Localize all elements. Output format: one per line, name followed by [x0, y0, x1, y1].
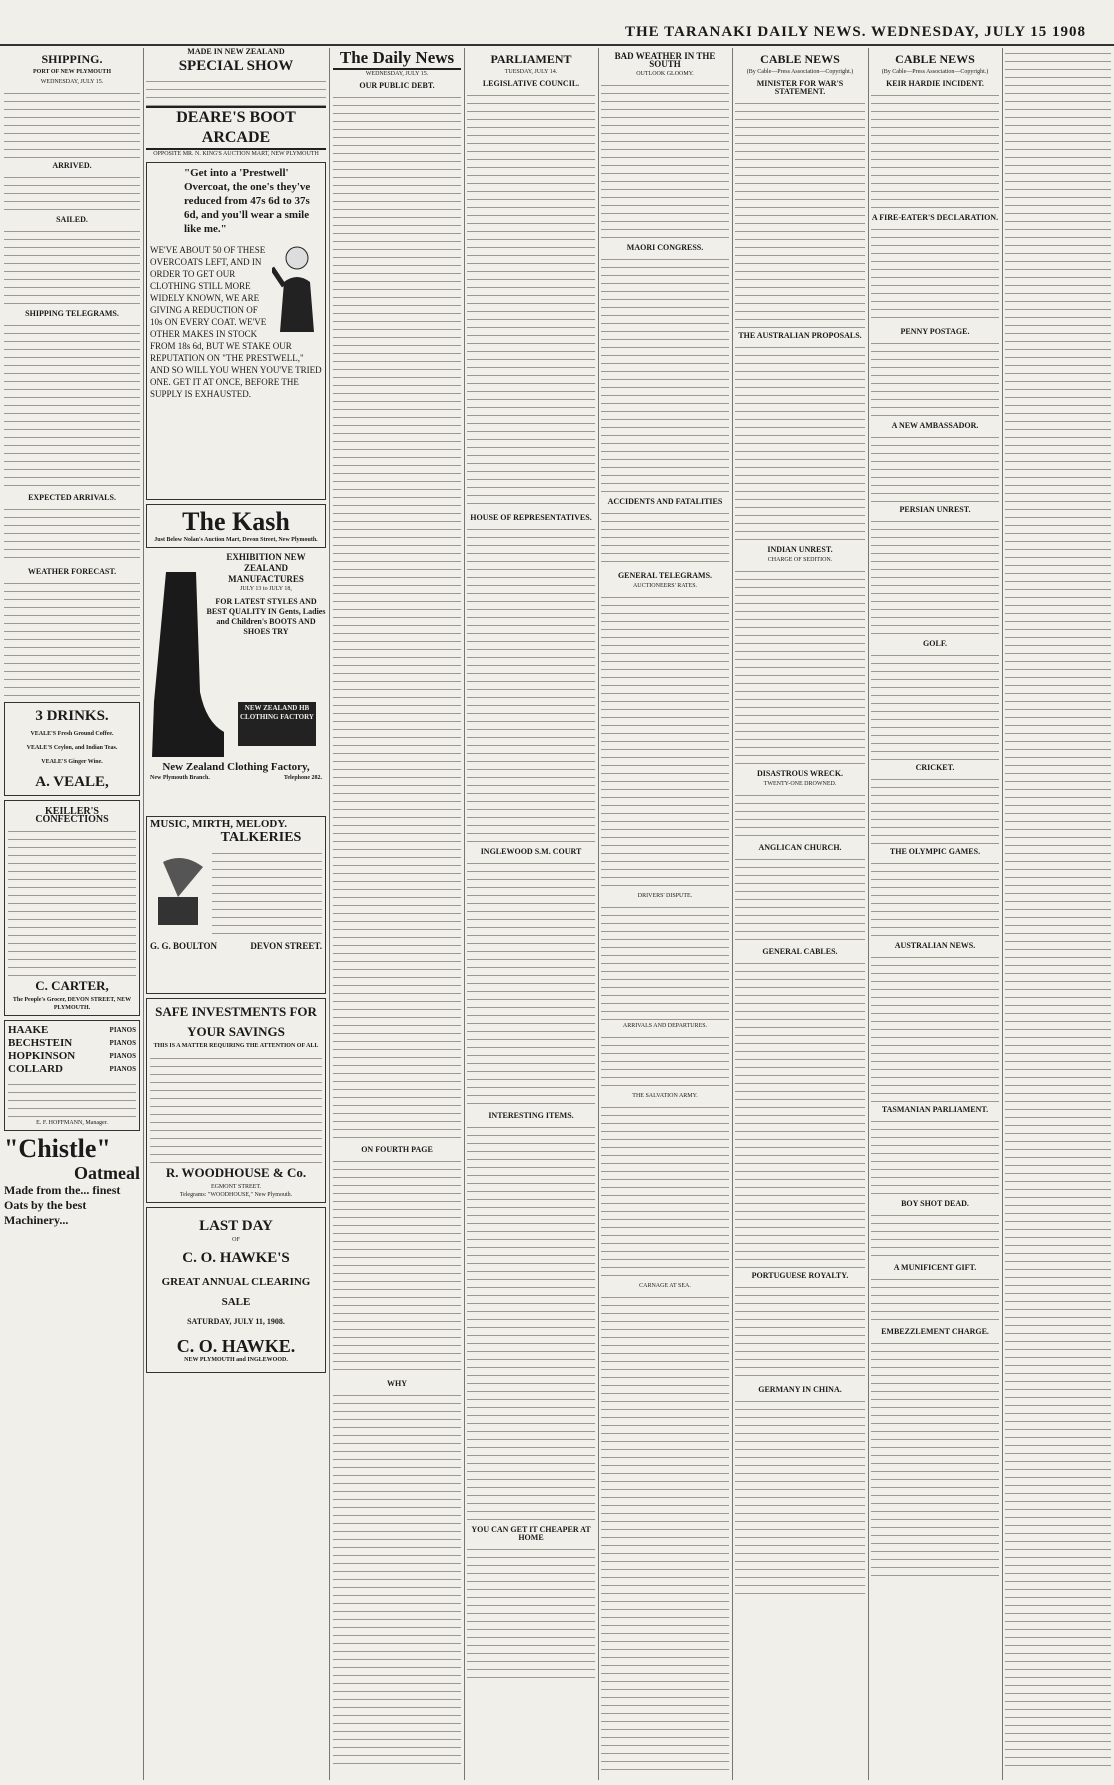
wreck-heading: DISASTROUS WRECK. [756, 769, 844, 778]
hawke-sale-name: C. O. HAWKE'S [182, 1250, 290, 1266]
drink-item: VEALE'S Ceylon, and Indian Teas. [26, 745, 118, 751]
embezzlement-text [871, 1338, 999, 1578]
auctioneers-text [601, 592, 729, 892]
cropped-text [1005, 48, 1111, 1768]
clearing-sale: GREAT ANNUAL CLEARING SALE [161, 1276, 311, 1308]
cable-credit-2: (By Cable—Press Association—Copyright.) [881, 69, 989, 75]
persian-heading: PERSIAN UNREST. [899, 505, 971, 514]
olympic-text [871, 858, 999, 938]
hb-badge: NEW ZEALAND HB CLOTHING FACTORY [238, 702, 316, 746]
council-heading: LEGISLATIVE COUNCIL. [482, 79, 580, 88]
drowned-heading: TWENTY-ONE DROWNED. [763, 781, 837, 787]
arrivals-heading: ARRIVALS AND DEPARTURES. [622, 1023, 708, 1029]
golf-heading: GOLF. [923, 639, 947, 648]
hawke-name: C. O. HAWKE. [176, 1336, 296, 1356]
talkeries-advert [146, 816, 326, 994]
oatmeal-slogan: Made from the... finest Oats by the best Machinery... [4, 1183, 121, 1227]
ambassador-heading: A NEW AMBASSADOR. [891, 421, 979, 430]
war-statement-text [735, 98, 865, 328]
cricket-text [871, 774, 999, 844]
arcade-name: DEARE'S BOOT ARCADE [146, 106, 326, 150]
house-text [467, 524, 595, 844]
overcoat-body: WE'VE ABOUT 50 OF THESE OVERCOATS LEFT, AND IN ORDER TO GET OUR CLOTHING STILL MORE WIDELY KNOWN, WE ARE GIVING A REDUCTION OF 10s ON EVERY COAT. WE'VE OTHER MAKES IN STOCK FROM 18s 6d, BUT WE STAKE OUR REPUTATION ON "THE PRESTWELL," AND SO WILL YOU WHEN YOU'VE TRIED ONE. GET IT AT ONCE, BEFORE THE SUPPLY IS EXHAUSTED. [150, 245, 322, 399]
piano-brand: BECHSTEIN PIANOS [8, 1037, 136, 1049]
veale-advert [4, 702, 140, 796]
column-divider [732, 48, 733, 1780]
thistle-advert [4, 1135, 140, 1228]
column-cables-2 [871, 48, 999, 1780]
safe-text [150, 1053, 322, 1163]
embezzlement-heading: EMBEZZLEMENT CHARGE. [881, 1327, 989, 1336]
general-cables-text [735, 958, 865, 1268]
piano-brand: COLLARD PIANOS [8, 1063, 136, 1075]
cricket-heading: CRICKET. [915, 763, 955, 772]
clothing-factory: New Zealand Clothing Factory, [162, 761, 310, 773]
leader-text [333, 92, 461, 1142]
talkeries-title: TALKERIES [220, 830, 302, 845]
proposals-heading: THE AUSTRALIAN PROPOSALS. [738, 331, 862, 340]
safe-title: SAFE INVESTMENTS FOR YOUR SAVINGS [155, 1004, 317, 1039]
boy-text [871, 1210, 999, 1260]
germany-text [735, 1396, 865, 1596]
safe-subtitle: THIS IS A MATTER REQUIRING THE ATTENTION OF ALL [153, 1043, 319, 1049]
boulton-name: G. G. BOULTON DEVON STREET. [150, 941, 322, 951]
carnage-text [601, 1292, 729, 1772]
oatmeal-title: Oatmeal [74, 1163, 140, 1183]
clothing-branch: New Plymouth Branch. [150, 775, 210, 781]
interesting-heading: INTERESTING ITEMS. [488, 1111, 574, 1120]
army-heading: THE SALVATION ARMY. [632, 1093, 698, 1099]
column-divider [329, 48, 330, 1780]
telegrams-heading: GENERAL TELEGRAMS. [617, 571, 713, 580]
sailed-heading: SAILED. [56, 215, 88, 224]
bad-weather-text [601, 80, 729, 240]
army-text [601, 1102, 729, 1282]
golf-text [871, 650, 999, 760]
made-in-nz: MADE IN NEW ZEALAND [187, 48, 285, 56]
maori-text [601, 254, 729, 494]
carnage-heading: CARNAGE AT SEA. [639, 1283, 691, 1289]
arrived-text [4, 172, 140, 212]
exhibition-title: EXHIBITION NEW ZEALAND MANUFACTURES [226, 552, 306, 584]
masthead-rule [0, 44, 1114, 46]
pianos-text [8, 1079, 136, 1119]
column-divider [464, 48, 465, 1780]
daily-news-title: The Daily News [333, 48, 461, 70]
sedition-text [735, 566, 865, 766]
column-divider [868, 48, 869, 1780]
editorial-date: WEDNESDAY, JULY 15. [365, 71, 429, 77]
column-editorial [333, 48, 461, 1780]
bad-weather-heading: BAD WEATHER IN THE SOUTH [614, 51, 716, 69]
ambassador-text [871, 432, 999, 502]
carter-sub: The People's Grocer, DEVON STREET, NEW PLYMOUTH. [12, 997, 132, 1011]
shipping-telegrams-text [4, 320, 140, 490]
of-label: OF [232, 1237, 240, 1243]
shipping-heading: SHIPPING. [41, 52, 103, 66]
special-show-text [146, 76, 326, 106]
tide-table [4, 88, 140, 158]
drink-item: VEALE'S Ginger Wine. [41, 759, 103, 765]
gramophone-icon [153, 857, 208, 927]
boy-heading: BOY SHOT DEAD. [901, 1199, 969, 1208]
drivers-heading: DRIVERS' DISPUTE. [637, 893, 693, 899]
why-heading: WHY [387, 1379, 407, 1388]
indian-heading: INDIAN UNREST. [767, 545, 833, 554]
court-heading: INGLEWOOD S.M. COURT [480, 847, 582, 856]
column-telegrams [601, 48, 729, 1780]
drink-item: VEALE'S Fresh Ground Coffee. [30, 731, 114, 737]
thistle-title: "Chistle" [4, 1134, 111, 1163]
drivers-text [601, 902, 729, 1022]
outlook-heading: OUTLOOK GLOOMY. [636, 71, 694, 77]
column-divider [143, 48, 144, 1780]
tasmanian-text [871, 1116, 999, 1196]
penny-text [871, 338, 999, 418]
kash-title: The Kash [182, 507, 290, 536]
cable-news-heading-2: CABLE NEWS [895, 52, 975, 66]
hawke-advert [146, 1207, 326, 1373]
exhibition-dates: JULY 13 to JULY 18, [240, 586, 292, 592]
fire-eater-heading: A FIRE-EATER'S DECLARATION. [871, 213, 999, 222]
war-statement-heading: MINISTER FOR WAR'S STATEMENT. [756, 79, 844, 96]
cheaper-heading: YOU CAN GET IT CHEAPER AT HOME [471, 1525, 591, 1542]
hawke-places: NEW PLYMOUTH and INGLEWOOD. [184, 1357, 288, 1363]
munificent-text [871, 1274, 999, 1324]
maori-heading: MAORI CONGRESS. [626, 243, 704, 252]
portuguese-heading: PORTUGUESE ROYALTY. [751, 1271, 849, 1280]
church-text [735, 854, 865, 944]
parliament-date: TUESDAY, JULY 14. [504, 69, 558, 75]
council-text [467, 90, 595, 510]
column-cropped [1005, 48, 1111, 1780]
keiller-list [8, 826, 136, 976]
piano-brand: HOPKINSON PIANOS [8, 1050, 136, 1062]
leader-heading: OUR PUBLIC DEBT. [359, 81, 435, 90]
penny-heading: PENNY POSTAGE. [900, 327, 970, 336]
port-heading: PORT OF NEW PLYMOUTH [33, 69, 111, 75]
shipping-date: WEDNESDAY, JULY 15. [40, 79, 104, 85]
column-adverts [146, 48, 326, 1780]
exhibition-body: FOR LATEST STYLES AND BEST QUALITY IN Gents, Ladies and Children's BOOTS AND SHOES TRY [206, 597, 326, 636]
piano-brand: HAAKE PIANOS [8, 1024, 136, 1036]
weather-text [4, 578, 140, 698]
keir-heading: KEIR HARDIE INCIDENT. [886, 79, 984, 88]
talkeries-text [212, 848, 322, 938]
column-cables-1 [735, 48, 865, 1780]
auctioneers-heading: AUCTIONEERS' RATES. [632, 583, 698, 589]
expected-arrivals-text [4, 504, 140, 564]
germany-heading: GERMANY IN CHINA. [758, 1385, 842, 1394]
accidents-text [601, 508, 729, 568]
sale-date: SATURDAY, JULY 11, 1908. [187, 1317, 285, 1326]
music-title: MUSIC, MIRTH, MELODY. [150, 818, 288, 830]
shipping-telegrams-heading: SHIPPING TELEGRAMS. [25, 309, 119, 318]
column-shipping [4, 48, 140, 1780]
hoffmann-manager: E. F. HOFFMANN, Manager. [36, 1120, 108, 1126]
australian-text [871, 952, 999, 1102]
arcade-address: OPPOSITE MR. N. KING'S AUCTION MART, NEW PLYMOUTH [153, 151, 319, 157]
interesting-text [467, 1122, 595, 1522]
overcoat-advert [146, 162, 326, 500]
australian-heading: AUSTRALIAN NEWS. [894, 941, 976, 950]
weather-heading: WEATHER FORECAST. [27, 567, 117, 576]
wreck-text [735, 790, 865, 840]
safe-investments-advert [146, 998, 326, 1203]
keiller-advert [4, 800, 140, 1016]
last-day: LAST DAY [199, 1218, 273, 1234]
kash-advert [146, 504, 326, 548]
column-parliament [467, 48, 595, 1780]
veale-name: A. VEALE, [35, 774, 109, 790]
house-heading: HOUSE OF REPRESENTATIVES. [470, 513, 592, 522]
pointing-man-icon [272, 242, 322, 332]
portuguese-text [735, 1282, 865, 1382]
expected-arrivals-heading: EXPECTED ARRIVALS. [28, 493, 116, 502]
keiller-title: KEILLER'S CONFECTIONS [35, 806, 109, 825]
pianos-advert [4, 1020, 140, 1131]
overcoat-quote: "Get into a 'Prestwell' Overcoat, the one's they've reduced from 47s 6d to 37s 6d, and you'll wear a smile like me." [184, 167, 311, 235]
column-divider [1002, 48, 1003, 1780]
clothing-telephone: Telephone 282. [283, 775, 322, 781]
fourth-page-text [333, 1156, 461, 1376]
woodhouse-telegrams: Telegrams: "WOODHOUSE," New Plymouth. [179, 1192, 293, 1198]
tasmanian-heading: TASMANIAN PARLIAMENT. [881, 1105, 989, 1114]
sailed-text [4, 226, 140, 306]
column-divider [598, 48, 599, 1780]
boot-icon [146, 572, 226, 762]
persian-text [871, 516, 999, 636]
fire-eater-text [871, 224, 999, 324]
munificent-heading: A MUNIFICENT GIFT. [893, 1263, 977, 1272]
hb-advert [146, 552, 326, 812]
masthead [0, 22, 1114, 44]
cable-news-heading: CABLE NEWS [760, 52, 840, 66]
sedition-heading: CHARGE OF SEDITION. [767, 557, 833, 563]
fourth-page-heading: ON FOURTH PAGE [361, 1145, 433, 1154]
cheaper-text [467, 1544, 595, 1684]
masthead-title: THE TARANAKI DAILY NEWS. WEDNESDAY, JULY 15 1908 [624, 24, 1086, 40]
olympic-heading: THE OLYMPIC GAMES. [889, 847, 981, 856]
woodhouse-address: EGMONT STREET. [210, 1184, 262, 1190]
general-cables-heading: GENERAL CABLES. [762, 947, 838, 956]
arrivals-text [601, 1032, 729, 1092]
carter-name: C. CARTER, [35, 978, 109, 993]
proposals-text [735, 342, 865, 542]
court-text [467, 858, 595, 1108]
cable-credit: (By Cable—Press Association—Copyright.) [746, 69, 854, 75]
keir-text [871, 90, 999, 210]
special-show: SPECIAL SHOW [178, 58, 294, 74]
kash-address: Just Below Nolan's Auction Mart, Devon Street, New Plymouth. [154, 537, 318, 543]
parliament-heading: PARLIAMENT [490, 52, 572, 66]
accidents-heading: ACCIDENTS AND FATALITIES [607, 497, 723, 506]
church-heading: ANGLICAN CHURCH. [758, 843, 842, 852]
woodhouse-name: R. WOODHOUSE & Co. [165, 1165, 307, 1180]
arrived-heading: ARRIVED. [52, 161, 92, 170]
why-text [333, 1390, 461, 1770]
drinks-title: 3 DRINKS. [35, 708, 109, 724]
